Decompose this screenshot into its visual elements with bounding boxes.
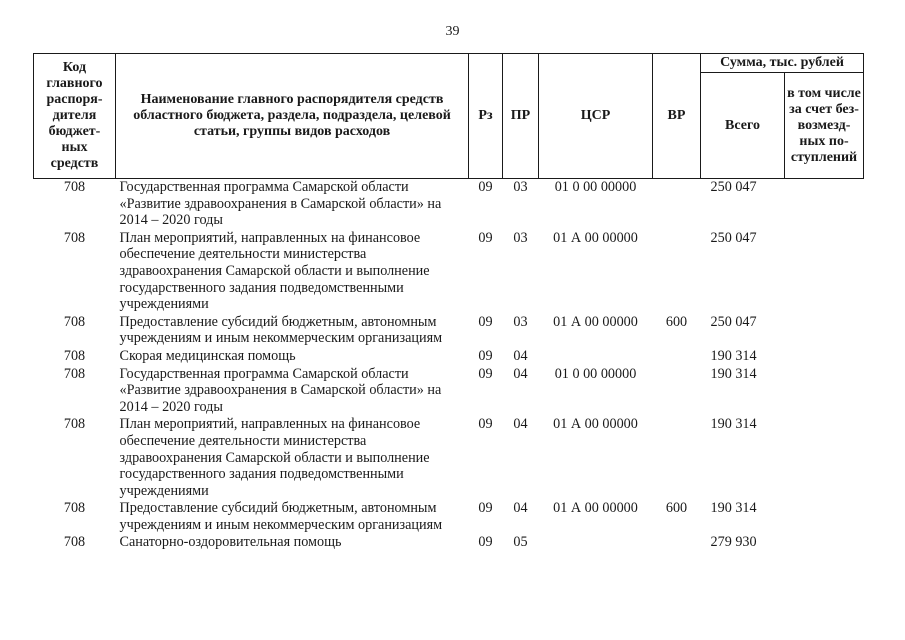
row-incl <box>785 230 864 314</box>
row-rz: 09 <box>478 365 493 382</box>
table-row <box>34 348 864 366</box>
row-name: Государственная программа Самарской области «Развитие здравоохранения в Самарской области» на 2014 – 2020 годы <box>119 179 442 229</box>
table-row <box>34 179 864 230</box>
table-row <box>34 500 864 534</box>
row-name: Скорая медицинская помощь <box>119 347 296 364</box>
row-pr: 04 <box>513 500 528 517</box>
row-name: Государственная программа Самарской области «Развитие здравоохранения в Самарской области» на 2014 – 2020 годы <box>119 365 442 415</box>
row-pr: 03 <box>513 313 528 330</box>
row-incl <box>785 314 864 348</box>
row-pr: 03 <box>513 179 528 195</box>
row-incl <box>785 348 864 366</box>
row-vr <box>653 416 701 500</box>
row-total: 190 314 <box>710 347 757 364</box>
table-row <box>34 230 864 314</box>
table-row <box>34 314 864 348</box>
row-vr <box>653 366 701 417</box>
row-csr <box>539 348 653 366</box>
row-code: 708 <box>63 229 86 246</box>
table-row <box>34 366 864 417</box>
row-csr: 01 А 00 00000 <box>553 500 638 517</box>
page-number: 39 <box>445 24 460 39</box>
row-code: 708 <box>63 347 86 364</box>
row-name: План мероприятий, направленных на финансовое обеспечение деятельности министерства здравоохранения Самарской области и выполнение государственного задания подведомственными учреждениями <box>119 416 430 499</box>
row-name: Предоставление субсидий бюджетным, автономным учреждениям и иным некоммерческим организациям <box>119 500 443 533</box>
row-pr: 05 <box>513 534 528 551</box>
row-csr: 01 А 00 00000 <box>553 229 638 246</box>
row-rz: 09 <box>478 347 493 364</box>
row-vr <box>653 534 701 552</box>
row-total: 250 047 <box>710 179 757 195</box>
row-name: План мероприятий, направленных на финансовое обеспечение деятельности министерства здравоохранения Самарской области и выполнение государственного задания подведомственными учреждениями <box>119 229 430 313</box>
row-code: 708 <box>63 313 86 330</box>
row-name: Предоставление субсидий бюджетным, автономным учреждениям и иным некоммерческим организациям <box>119 313 443 347</box>
row-pr: 04 <box>513 416 528 433</box>
row-incl <box>785 179 864 230</box>
header-pr: ПР <box>503 54 539 179</box>
row-total: 250 047 <box>710 313 757 330</box>
row-vr: 600 <box>665 313 688 330</box>
row-incl <box>785 500 864 534</box>
row-rz: 09 <box>478 416 493 433</box>
row-pr: 03 <box>513 229 528 246</box>
row-code: 708 <box>63 365 86 382</box>
header-csr: ЦСР <box>539 54 653 179</box>
header-code: Код главного распоря-дителя бюджет-ных средств <box>34 54 116 179</box>
row-incl <box>785 416 864 500</box>
row-code: 708 <box>63 500 86 517</box>
row-total: 279 930 <box>710 534 757 551</box>
row-code: 708 <box>63 179 86 195</box>
row-csr: 01 0 00 00000 <box>554 179 637 195</box>
header-incl: в том числе за счет без-возмезд-ных по-ступлений <box>785 73 864 179</box>
table-header <box>34 54 864 179</box>
row-rz: 09 <box>478 229 493 246</box>
row-pr: 04 <box>513 365 528 382</box>
row-incl <box>785 366 864 417</box>
row-code: 708 <box>63 534 86 551</box>
row-rz: 09 <box>478 500 493 517</box>
budget-table <box>33 53 864 552</box>
header-total: Всего <box>701 73 785 179</box>
row-incl <box>785 534 864 552</box>
row-pr: 04 <box>513 347 528 364</box>
row-vr <box>653 348 701 366</box>
table-row <box>34 534 864 552</box>
table-row <box>34 416 864 500</box>
row-rz: 09 <box>478 534 493 551</box>
row-csr: 01 А 00 00000 <box>553 416 638 433</box>
row-csr <box>539 534 653 552</box>
header-name: Наименование главного распорядителя средств областного бюджета, раздела, подраздела, целевой статьи, группы видов расходов <box>116 54 469 179</box>
row-total: 250 047 <box>710 229 757 246</box>
row-total: 190 314 <box>710 500 757 517</box>
row-vr: 600 <box>665 500 688 517</box>
row-rz: 09 <box>478 179 493 195</box>
header-rz: Рз <box>469 54 503 179</box>
row-total: 190 314 <box>710 416 757 433</box>
header-sum-group: Сумма, тыс. рублей <box>701 54 864 73</box>
row-code: 708 <box>63 416 86 433</box>
row-vr <box>653 179 701 230</box>
table-body <box>34 179 864 553</box>
header-vr: ВР <box>653 54 701 179</box>
row-csr: 01 А 00 00000 <box>553 313 638 330</box>
row-name: Санаторно-оздоровительная помощь <box>119 534 342 551</box>
row-csr: 01 0 00 00000 <box>554 365 637 382</box>
row-vr <box>653 230 701 314</box>
row-rz: 09 <box>478 313 493 330</box>
row-total: 190 314 <box>710 365 757 382</box>
